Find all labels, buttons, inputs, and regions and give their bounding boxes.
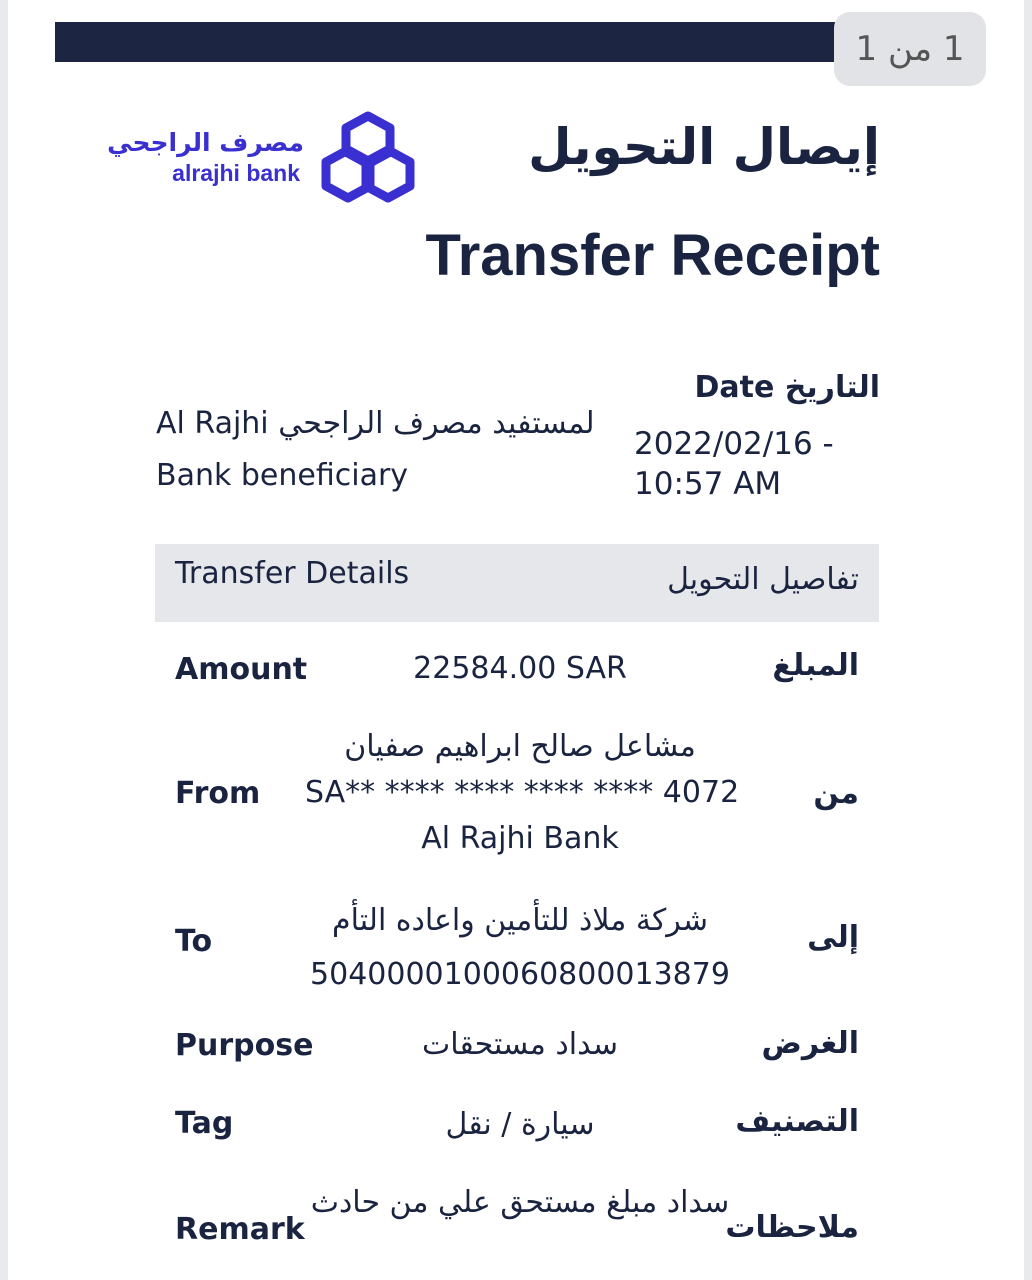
brand-name-ar: مصرف الراجحي <box>107 128 304 157</box>
date-value-line2: 10:57 AM <box>634 466 782 502</box>
from-name: مشاعل صالح ابراهيم صفيان <box>344 729 696 764</box>
details-header-ar: تفاصيل التحويل <box>667 562 859 597</box>
purpose-label-en: Purpose <box>175 1028 314 1063</box>
amount-label-en: Amount <box>175 652 308 687</box>
details-header-en: Transfer Details <box>175 556 410 591</box>
from-row <box>155 724 879 874</box>
amount-row <box>155 646 879 696</box>
to-account: 5040000100060800013879 <box>310 957 730 992</box>
purpose-row <box>155 1022 879 1072</box>
remark-value-text: سداد مبلغ مستحق علي من حادث <box>310 1185 730 1220</box>
amount-label-ar: المبلغ <box>772 648 859 683</box>
beneficiary-type <box>156 398 596 502</box>
brand-name-en: alrajhi bank <box>172 160 300 186</box>
beneficiary-en-line1: Al Rajhi <box>156 406 269 441</box>
to-name: شركة ملاذ للتأمين واعاده التأم <box>332 903 708 938</box>
beneficiary-en-line2: Bank beneficiary <box>156 458 409 493</box>
date-value-line1: 2022/02/16 - <box>634 426 834 462</box>
tag-row <box>155 1102 879 1152</box>
purpose-label-ar: الغرض <box>761 1026 859 1061</box>
from-label-en: From <box>175 776 261 811</box>
purpose-value <box>305 1022 735 1068</box>
date-label-ar: التاريخ <box>784 370 880 405</box>
tag-value <box>305 1102 735 1148</box>
remark-value <box>305 1180 735 1226</box>
receipt-title-ar: إيصال التحويل <box>528 118 880 176</box>
amount-value: 22584.00 SAR <box>413 651 627 686</box>
remark-row <box>155 1180 879 1260</box>
beneficiary-ar: لمستفيد مصرف الراجحي <box>278 406 595 441</box>
date-label <box>608 370 880 405</box>
from-account: SA** **** **** **** **** 4072 <box>305 775 740 810</box>
to-value <box>305 894 735 1002</box>
from-label-ar: من <box>813 776 859 811</box>
alrajhi-logo-icon <box>318 110 418 206</box>
top-progress-bar <box>55 22 855 62</box>
page-indicator-badge: 1 من 1 <box>834 12 986 86</box>
date-label-en: Date <box>694 370 775 405</box>
purpose-value-text: سداد مستحقات <box>422 1027 618 1062</box>
date-value <box>634 424 874 504</box>
transfer-details-header <box>155 544 879 622</box>
tag-value-text: سيارة / نقل <box>445 1107 595 1142</box>
from-value <box>305 724 740 862</box>
remark-label-ar: ملاحظات <box>725 1210 859 1245</box>
receipt-page <box>8 0 1024 1280</box>
tag-label-ar: التصنيف <box>735 1104 859 1139</box>
remark-label-en: Remark <box>175 1212 305 1247</box>
to-row <box>155 894 879 994</box>
from-bank: Al Rajhi Bank <box>421 821 619 856</box>
receipt-title-en: Transfer Receipt <box>425 223 880 288</box>
tag-label-en: Tag <box>175 1106 234 1141</box>
to-label-en: To <box>175 924 213 959</box>
to-label-ar: إلى <box>807 920 859 955</box>
